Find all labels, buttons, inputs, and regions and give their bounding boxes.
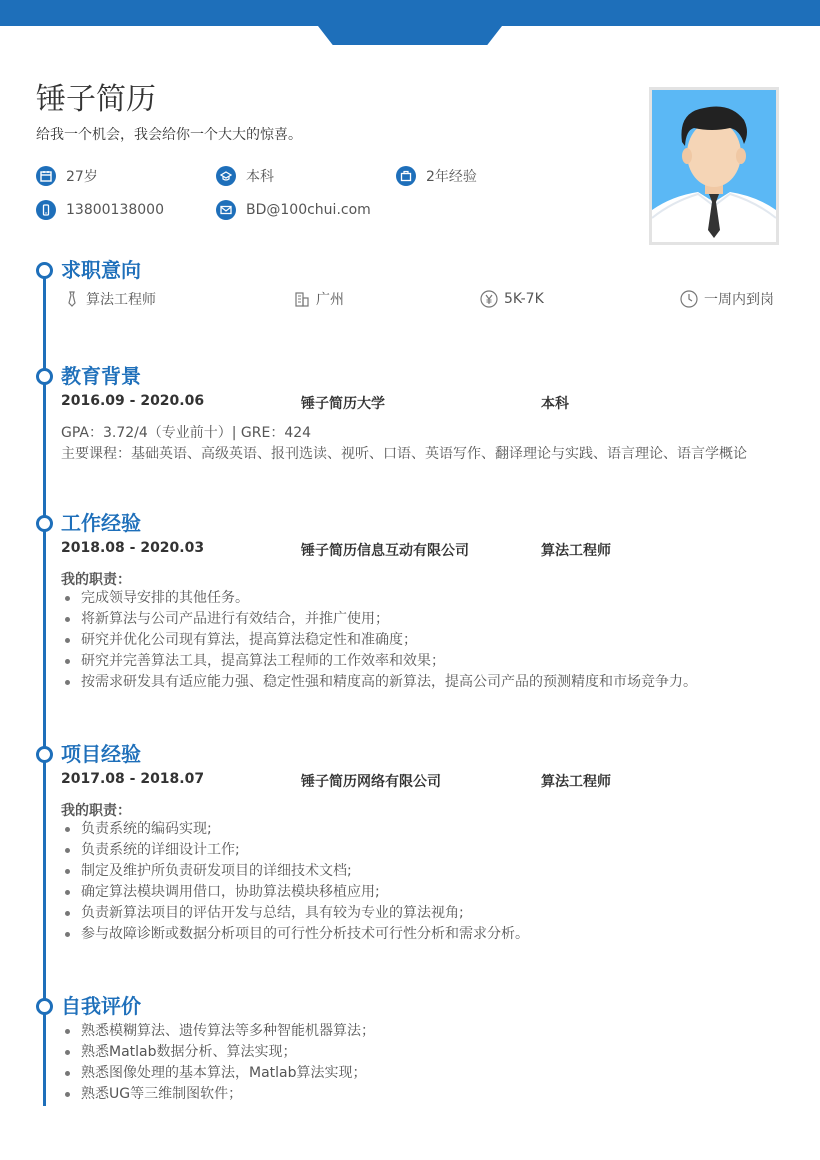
graduation-cap-icon [216, 166, 236, 186]
yen-icon [480, 290, 498, 308]
mail-icon [216, 200, 236, 220]
self-eval-list [61, 1021, 375, 1105]
intent-city-value: 广州 [316, 292, 344, 308]
project-company: 锤子简历网络有限公司 [301, 774, 441, 790]
info-email [216, 200, 371, 220]
intent-position [64, 289, 156, 309]
section-title-intent: 求职意向 [61, 258, 141, 282]
education-school: 锤子简历大学 [301, 396, 385, 412]
project-period: 2017.08 - 2018.07 [61, 771, 205, 787]
info-age [36, 166, 98, 186]
list-item: 研究并优化公司现有算法，提高算法稳定性和准确度； [61, 630, 697, 651]
list-item: 熟悉UG等三维制图软件； [61, 1084, 375, 1105]
list-item: 按需求研发具有适应能力强、稳定性强和精度高的新算法，提高公司产品的预测精度和市场竞争力。 [61, 672, 697, 693]
intent-city [294, 289, 344, 309]
list-item: 负责系统的编码实现; [61, 819, 529, 840]
work-company: 锤子简历信息互动有限公司 [301, 543, 469, 559]
info-experience-value: 2年经验 [426, 169, 477, 185]
intent-salary [480, 289, 544, 309]
top-bar [0, 0, 820, 26]
info-experience [396, 166, 477, 186]
section-dot-education [36, 368, 53, 385]
list-item: 确定算法模块调用借口，协助算法模块移植应用; [61, 882, 529, 903]
section-dot-intent [36, 262, 53, 279]
intent-availability-value: 一周内到岗 [704, 292, 774, 308]
education-period: 2016.09 - 2020.06 [61, 393, 205, 409]
intent-salary-value: 5K-7K [504, 291, 544, 307]
list-item: 研究并完善算法工具，提高算法工程师的工作效率和效果； [61, 651, 697, 672]
info-age-value: 27岁 [66, 169, 98, 185]
project-duty-label: 我的职责： [61, 803, 131, 819]
top-notch [318, 26, 502, 45]
list-item: 熟悉模糊算法、遗传算法等多种智能机器算法； [61, 1021, 375, 1042]
info-education-value: 本科 [246, 169, 274, 185]
list-item: 将新算法与公司产品进行有效结合，并推广使用； [61, 609, 697, 630]
list-item: 参与故障诊断或数据分析项目的可行性分析技术可行性分析和需求分析。 [61, 924, 529, 945]
project-role: 算法工程师 [541, 774, 611, 790]
timeline-line [43, 270, 46, 1106]
clock-icon [680, 290, 698, 308]
education-degree: 本科 [541, 396, 569, 412]
section-title-self: 自我评价 [61, 994, 141, 1018]
section-title-education: 教育背景 [61, 364, 141, 388]
list-item: 熟悉图像处理的基本算法，Matlab算法实现； [61, 1063, 375, 1084]
work-role: 算法工程师 [541, 543, 611, 559]
list-item: 熟悉Matlab数据分析、算法实现； [61, 1042, 375, 1063]
intent-availability [680, 289, 774, 309]
list-item: 负责新算法项目的评估开发与总结，具有较为专业的算法视角; [61, 903, 529, 924]
info-phone-value: 13800138000 [66, 202, 164, 218]
info-phone [36, 200, 164, 220]
education-courses: 主要课程：基础英语、高级英语、报刊选读、视听、口语、英语写作、翻译理论与实践、语言理论、语言学概论 [61, 446, 747, 462]
resume-name: 锤子简历 [36, 82, 156, 117]
tie-icon [64, 291, 80, 307]
briefcase-icon [396, 166, 416, 186]
section-dot-self [36, 998, 53, 1015]
intent-position-value: 算法工程师 [86, 292, 156, 308]
info-education [216, 166, 274, 186]
avatar-photo [649, 87, 779, 245]
section-title-project: 项目经验 [61, 742, 141, 766]
work-duty-label: 我的职责： [61, 572, 131, 588]
education-gpa: GPA：3.72/4（专业前十）| GRE：424 [61, 425, 312, 441]
section-dot-work [36, 515, 53, 532]
section-title-work: 工作经验 [61, 511, 141, 535]
calendar-icon [36, 166, 56, 186]
work-period: 2018.08 - 2020.03 [61, 540, 205, 556]
list-item: 制定及维护所负责研发项目的详细技术文档; [61, 861, 529, 882]
info-email-value: BD@100chui.com [246, 202, 371, 218]
phone-icon [36, 200, 56, 220]
resume-motto: 给我一个机会，我会给你一个大大的惊喜。 [36, 127, 302, 143]
project-duty-list [61, 819, 529, 945]
section-dot-project [36, 746, 53, 763]
list-item: 完成领导安排的其他任务。 [61, 588, 697, 609]
building-icon [294, 291, 310, 307]
list-item: 负责系统的详细设计工作; [61, 840, 529, 861]
work-duty-list [61, 588, 697, 693]
